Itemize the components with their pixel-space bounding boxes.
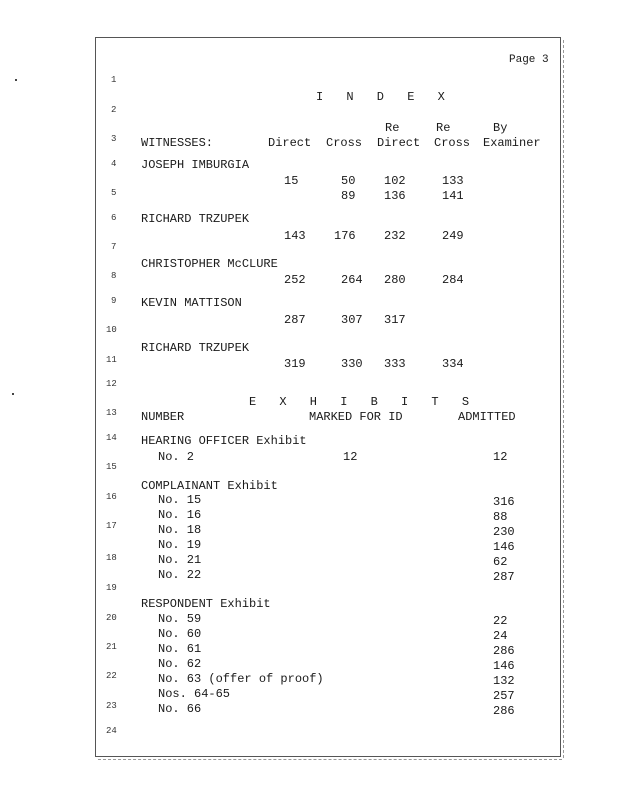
line-number: 2: [111, 105, 117, 115]
line-number: 11: [106, 355, 117, 365]
exhibit-number: No. 21: [158, 553, 202, 567]
scan-speck: [15, 79, 17, 81]
line-number: 21: [106, 642, 117, 652]
exhibit-number: No. 66: [158, 702, 202, 716]
line-number: 1: [111, 75, 117, 85]
witness-cross: 176: [334, 229, 356, 243]
exhibit-admitted: 88: [493, 510, 508, 524]
complainant-heading: COMPLAINANT Exhibit: [141, 479, 278, 493]
witness-cross: 264: [341, 273, 363, 287]
witnesses-heading: WITNESSES:: [141, 136, 214, 150]
exhibit-number: No. 18: [158, 523, 202, 537]
col-header-re-direct: Direct: [377, 136, 421, 150]
col-header-re-direct-top: Re: [385, 121, 400, 135]
col-header-by-examiner: Examiner: [483, 136, 541, 150]
exhibit-number: No. 2: [158, 450, 195, 464]
witness-re-direct: 280: [384, 273, 406, 287]
witness-direct: 15: [284, 174, 299, 188]
exhibit-number: No. 19: [158, 538, 202, 552]
witness-re-cross: 284: [442, 273, 464, 287]
exhibit-col-admitted: ADMITTED: [458, 410, 516, 424]
line-number: 22: [106, 671, 117, 681]
line-number: 12: [106, 379, 117, 389]
exhibit-admitted: 62: [493, 555, 508, 569]
index-title: I N D E X: [316, 90, 453, 104]
witness-cross: 50: [341, 174, 356, 188]
exhibit-number: No. 62: [158, 657, 202, 671]
page-shadow-bottom: [98, 759, 562, 761]
hearing-officer-heading: HEARING OFFICER Exhibit: [141, 434, 307, 448]
col-header-re-cross-top: Re: [436, 121, 451, 135]
witness-re-cross: 249: [442, 229, 464, 243]
line-number: 9: [111, 296, 117, 306]
witness-re-direct: 333: [384, 357, 406, 371]
line-number: 24: [106, 726, 117, 736]
witness-re-direct: 317: [384, 313, 406, 327]
exhibit-number: No. 60: [158, 627, 202, 641]
witness-cross: 89: [341, 189, 356, 203]
line-number: 18: [106, 553, 117, 563]
line-number: 6: [111, 213, 117, 223]
exhibit-marked: 12: [343, 450, 358, 464]
line-number: 13: [106, 408, 117, 418]
witness-cross: 307: [341, 313, 363, 327]
exhibit-admitted: 146: [493, 540, 515, 554]
line-number: 8: [111, 271, 117, 281]
scan-speck: [12, 393, 14, 395]
exhibit-admitted: 132: [493, 674, 515, 688]
exhibit-admitted: 22: [493, 614, 508, 628]
exhibit-number: No. 15: [158, 493, 202, 507]
witness-direct: 287: [284, 313, 306, 327]
exhibit-number: No. 63 (offer of proof): [158, 672, 324, 686]
witness-direct: 319: [284, 357, 306, 371]
witness-re-cross: 133: [442, 174, 464, 188]
page-label: Page 3: [509, 54, 549, 66]
exhibit-admitted: 24: [493, 629, 508, 643]
witness-re-direct: 102: [384, 174, 406, 188]
line-number: 16: [106, 492, 117, 502]
witness-direct: 143: [284, 229, 306, 243]
exhibit-number: No. 59: [158, 612, 202, 626]
witness-name: CHRISTOPHER McCLURE: [141, 257, 278, 271]
exhibit-admitted: 230: [493, 525, 515, 539]
line-number: 19: [106, 583, 117, 593]
exhibit-col-marked: MARKED FOR ID: [309, 410, 403, 424]
line-number: 10: [106, 325, 117, 335]
col-header-cross: Cross: [326, 136, 363, 150]
exhibit-admitted: 286: [493, 644, 515, 658]
exhibit-admitted: 146: [493, 659, 515, 673]
exhibit-number: No. 16: [158, 508, 202, 522]
exhibit-admitted: 286: [493, 704, 515, 718]
witness-re-cross: 334: [442, 357, 464, 371]
witness-name: JOSEPH IMBURGIA: [141, 158, 250, 172]
line-number: 23: [106, 701, 117, 711]
col-header-re-cross: Cross: [434, 136, 471, 150]
line-number: 14: [106, 433, 117, 443]
line-number: 7: [111, 242, 117, 252]
exhibits-title: E X H I B I T S: [249, 395, 478, 409]
line-number: 15: [106, 462, 117, 472]
exhibit-number: Nos. 64-65: [158, 687, 231, 701]
witness-re-direct: 232: [384, 229, 406, 243]
witness-re-direct: 136: [384, 189, 406, 203]
witness-cross: 330: [341, 357, 363, 371]
col-header-direct: Direct: [268, 136, 312, 150]
respondent-heading: RESPONDENT Exhibit: [141, 597, 271, 611]
line-number: 20: [106, 613, 117, 623]
line-number: 17: [106, 521, 117, 531]
exhibit-admitted: 257: [493, 689, 515, 703]
witness-direct: 252: [284, 273, 306, 287]
witness-name: KEVIN MATTISON: [141, 296, 242, 310]
exhibit-admitted: 287: [493, 570, 515, 584]
exhibit-number: No. 61: [158, 642, 202, 656]
witness-re-cross: 141: [442, 189, 464, 203]
exhibit-admitted: 12: [493, 450, 508, 464]
exhibit-admitted: 316: [493, 495, 515, 509]
line-number: 5: [111, 188, 117, 198]
exhibit-col-number: NUMBER: [141, 410, 185, 424]
line-number: 4: [111, 159, 117, 169]
line-number: 3: [111, 134, 117, 144]
col-header-by-top: By: [493, 121, 508, 135]
page-shadow-right: [563, 40, 565, 758]
witness-name: RICHARD TRZUPEK: [141, 341, 250, 355]
witness-name: RICHARD TRZUPEK: [141, 212, 250, 226]
exhibit-number: No. 22: [158, 568, 202, 582]
